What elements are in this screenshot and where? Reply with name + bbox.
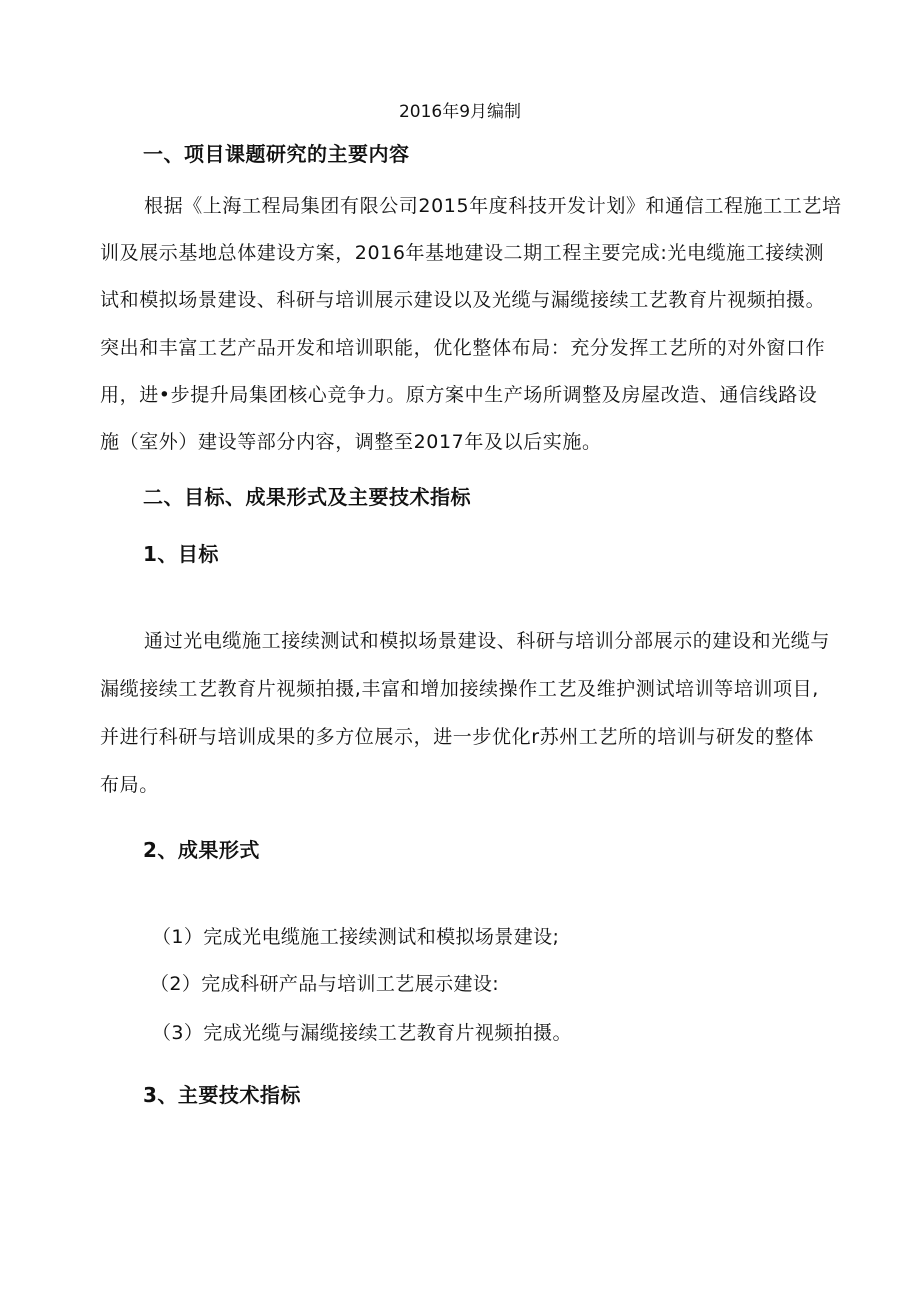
deliverable-item: （1）完成光电缆施工接续测试和模拟场景建设; [152, 926, 560, 948]
section1-paragraph-line: 施（室外）建设等部分内容，调整至2017年及以后实施。 [100, 431, 602, 453]
section1-paragraph-line: 根据《上海工程局集团有限公司2015年度科技开发计划》和通信工程施工工艺培 [144, 195, 842, 217]
subsection-3-heading: 3、主要技术指标 [143, 1083, 301, 1107]
section1-heading: 一、项目课题研究的主要内容 [143, 142, 410, 166]
section2-heading: 二、目标、成果形式及主要技术指标 [143, 485, 471, 509]
date-line: 2016年9月编制 [398, 102, 522, 122]
section1-paragraph-line: 试和模拟场景建设、科研与培训展示建设以及光缆与漏缆接续工艺教育片视频拍摄。 [100, 289, 826, 311]
section1-paragraph-line: 突出和丰富工艺产品开发和培训职能，优化整体布局：充分发挥工艺所的对外窗口作 [100, 337, 826, 359]
subsection-1-heading: 1、目标 [143, 542, 219, 566]
subsection-1-paragraph-line: 漏缆接续工艺教育片视频拍摄,丰富和增加接续操作工艺及维护测试培训等培训项目, [100, 678, 819, 700]
subsection-2-heading: 2、成果形式 [143, 838, 260, 862]
subsection-1-paragraph-line: 通过光电缆施工接续测试和模拟场景建设、科研与培训分部展示的建设和光缆与 [144, 630, 831, 652]
subsection-1-paragraph-line: 并进行科研与培训成果的多方位展示，进一步优化r苏州工艺所的培训与研发的整体 [100, 726, 815, 748]
section1-paragraph-line: 用，进•步提升局集团核心竞争力。原方案中生产场所调整及房屋改造、通信线路设 [100, 384, 818, 406]
subsection-1-paragraph-line: 布局。 [100, 774, 159, 796]
section1-paragraph-line: 训及展示基地总体建设方案，2016年基地建设二期工程主要完成:光电缆施工接续测 [100, 242, 825, 264]
deliverable-item: （3）完成光缆与漏缆接续工艺教育片视频拍摄。 [152, 1022, 572, 1044]
deliverable-item: （2）完成科研产品与培训工艺展示建设: [150, 973, 500, 995]
